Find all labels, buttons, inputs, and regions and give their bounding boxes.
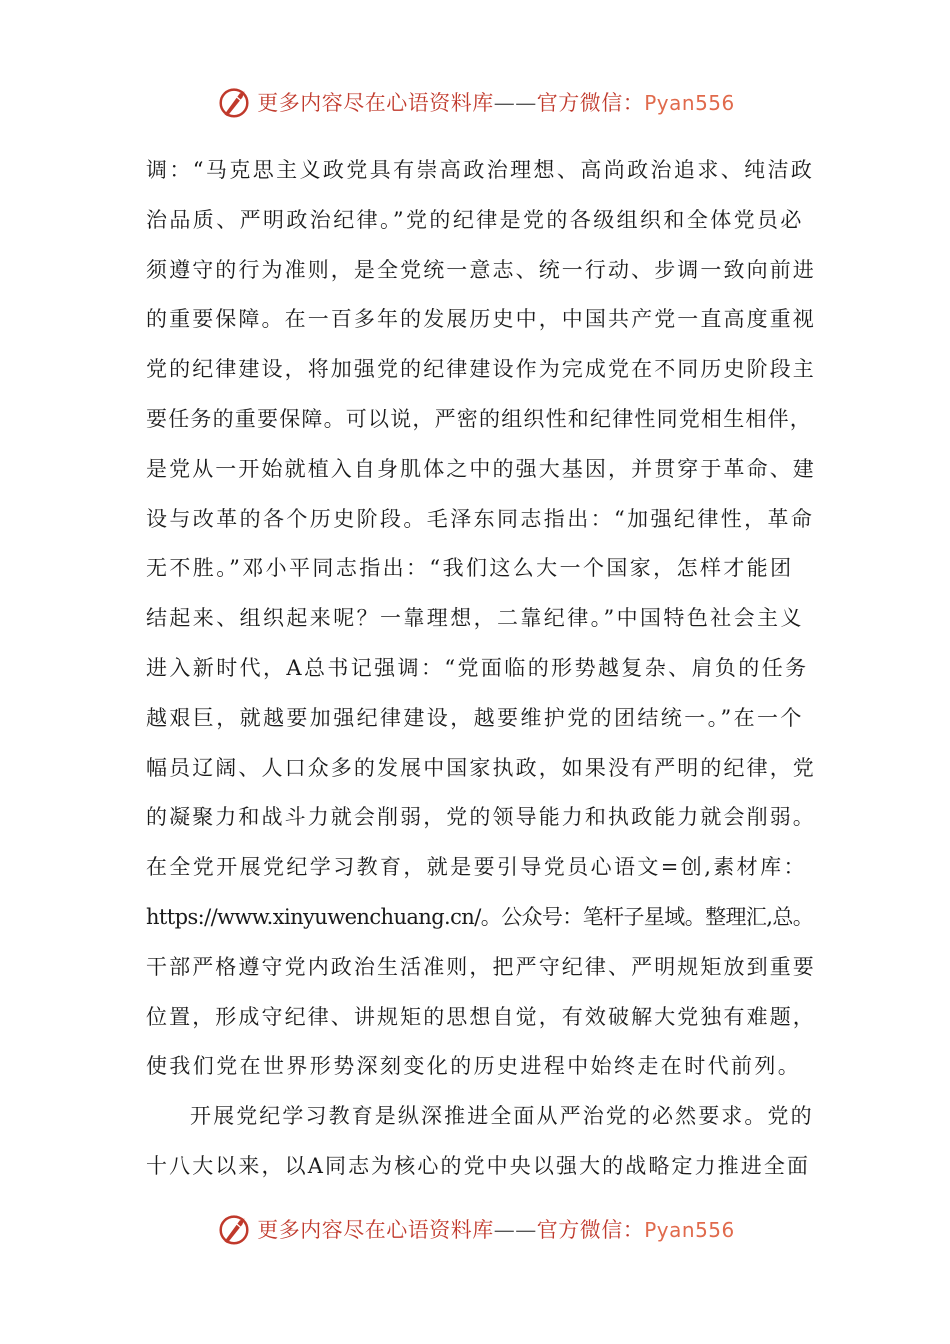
text-line: 要任务的重要保障。可以说，严密的组织性和纪律性同党相生相伴， (146, 406, 812, 431)
banner-dash: —— (493, 91, 537, 115)
text-line: 进入新时代，A总书记强调：“党面临的形势越复杂、肩负的任务 (146, 655, 809, 680)
banner-text (257, 87, 735, 117)
pen-logo-icon (215, 83, 253, 121)
text-line: 结起来、组织起来呢？一靠理想，二靠纪律。”中国特色社会主义 (146, 606, 804, 631)
text-line: 在全党开展党纪学习教育，就是要引导党员心语文=创,素材库： (146, 855, 807, 880)
text-line: 无不胜。”邓小平同志指出：“我们这么大一个国家，怎样才能团 (146, 556, 794, 581)
text-line: 须遵守的行为准则，是全党统一意志、统一行动、步调一致向前进 (146, 257, 816, 282)
banner-wechat-id: Pyan556 (644, 91, 735, 115)
text-line: https://www.xinyuwenchuang.cn/。公众号：笔杆子星域。整理汇,总。 (146, 904, 814, 929)
header-banner (0, 80, 950, 124)
banner-dash: —— (493, 1218, 537, 1242)
banner-site-name: 更多内容尽在心语资料库 (257, 91, 494, 115)
text-line: 开展党纪学习教育是纵深推进全面从严治党的必然要求。党的 (190, 1104, 814, 1129)
text-line: 位置，形成守纪律、讲规矩的思想自觉，有效破解大党独有难题， (146, 1004, 816, 1029)
text-line: 十八大以来，以A同志为核心的党中央以强大的战略定力推进全面 (146, 1153, 811, 1178)
text-line: 调：“马克思主义政党具有崇高政治理想、高尚政治追求、纯洁政 (146, 158, 815, 182)
pen-logo-icon (215, 1210, 253, 1248)
text-line: 的重要保障。在一百多年的发展历史中，中国共产党一直高度重视 (146, 307, 816, 332)
banner-site-name: 更多内容尽在心语资料库 (257, 1218, 494, 1242)
text-line: 党的纪律建设，将加强党的纪律建设作为完成党在不同历史阶段主 (146, 357, 816, 382)
text-line: 幅员辽阔、人口众多的发展中国家执政，如果没有严明的纪律，党 (146, 755, 816, 780)
document-body (146, 146, 818, 1192)
text-line: 治品质、严明政治纪律。”党的纪律是党的各级组织和全体党员必 (146, 207, 804, 232)
banner-text (257, 1214, 735, 1244)
text-line: 干部严格遵守党内政治生活准则，把严守纪律、严明规矩放到重要 (146, 954, 816, 979)
footer-banner (0, 1207, 950, 1251)
text-line: 是党从一开始就植入自身肌体之中的强大基因，并贯穿于革命、建 (146, 456, 816, 481)
text-line: 使我们党在世界形势深刻变化的历史进程中始终走在时代前列。 (146, 1054, 802, 1079)
banner-wechat-label: 官方微信： (536, 1218, 645, 1242)
text-line: 设与改革的各个历史阶段。毛泽东同志指出：“加强纪律性，革命 (146, 506, 815, 531)
banner-wechat-label: 官方微信： (536, 91, 645, 115)
banner-wechat-id: Pyan556 (644, 1218, 735, 1242)
text-line: 的凝聚力和战斗力就会削弱，党的领导能力和执政能力就会削弱。 (146, 805, 816, 830)
text-line: 越艰巨，就越要加强纪律建设，越要维护党的团结统一。”在一个 (146, 705, 804, 730)
